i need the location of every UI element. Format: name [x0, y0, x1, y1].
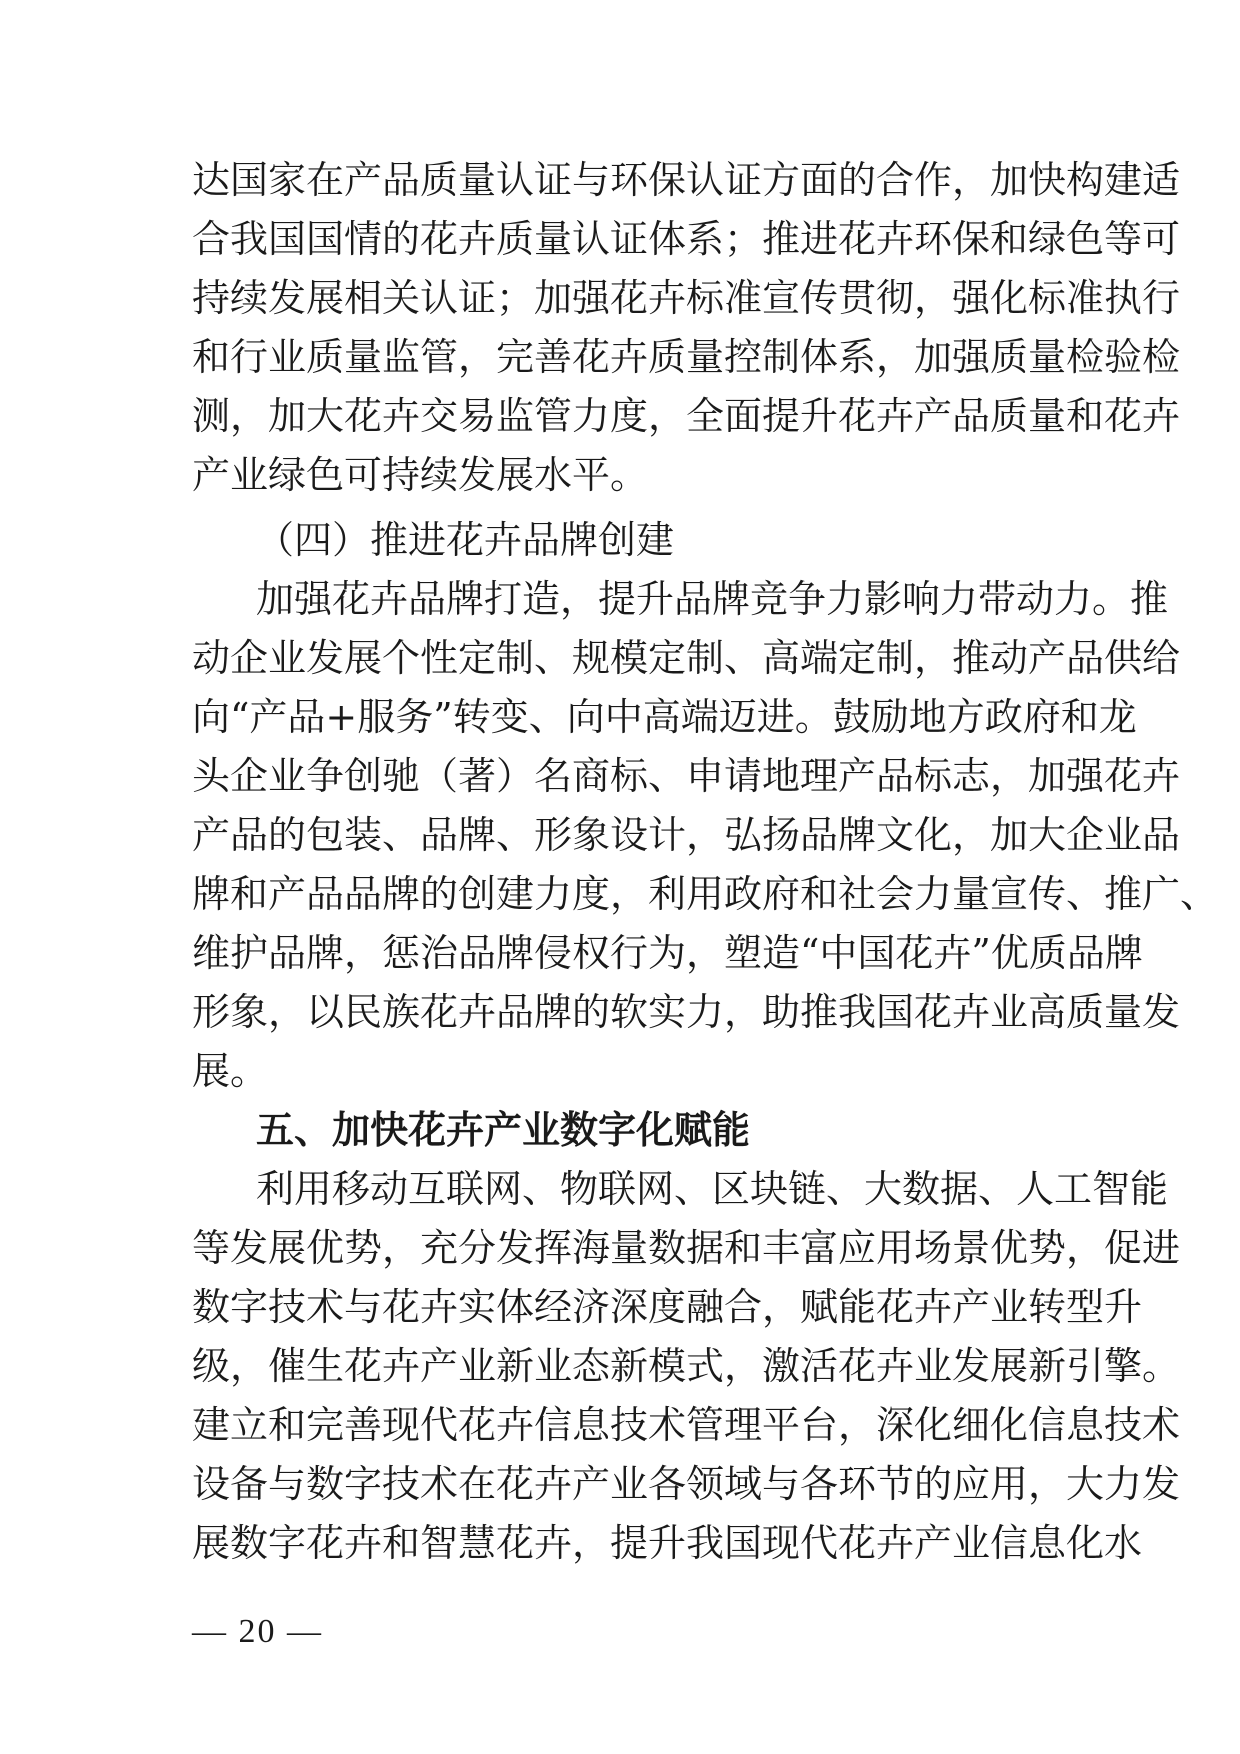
paragraph-line: 设备与数字技术在花卉产业各领域与各环节的应用，大力发: [192, 1462, 1181, 1506]
paragraph-line: 测，加大花卉交易监管力度，全面提升花卉产品质量和花卉: [192, 394, 1181, 438]
paragraph-line: 产业绿色可持续发展水平。: [192, 453, 649, 497]
paragraph-line: 达国家在产品质量认证与环保认证方面的合作，加快构建适: [192, 158, 1181, 202]
paragraph-line: 持续发展相关认证；加强花卉标准宣传贯彻，强化标准执行: [192, 276, 1181, 320]
page-number: — 20 —: [192, 1613, 323, 1650]
paragraph-line: 展。: [192, 1049, 269, 1093]
paragraph-brand-building: [192, 570, 1219, 1101]
paragraph-line: 等发展优势，充分发挥海量数据和丰富应用场景优势，促进: [192, 1226, 1181, 1270]
paragraph-line: 和行业质量监管，完善花卉质量控制体系，加强质量检验检: [192, 335, 1181, 379]
section-heading: 五、加快花卉产业数字化赋能: [256, 1108, 751, 1152]
paragraph-line: 级，催生花卉产业新业态新模式，激活花卉业发展新引擎。: [192, 1344, 1181, 1388]
paragraph-quality-certification: [192, 151, 1181, 505]
paragraph-line: 数字技术与花卉实体经济深度融合，赋能花卉产业转型升: [192, 1285, 1143, 1329]
paragraph-line: 形象，以民族花卉品牌的软实力，助推我国花卉业高质量发: [192, 990, 1181, 1034]
section-subheading: （四）推进花卉品牌创建: [256, 518, 675, 562]
paragraph-line: 展数字花卉和智慧花卉，提升我国现代花卉产业信息化水: [192, 1521, 1143, 1565]
paragraph-line: 加强花卉品牌打造，提升品牌竞争力影响力带动力。推: [256, 577, 1169, 621]
paragraph-line: 向“产品+服务”转变、向中高端迈进。鼓励地方政府和龙: [192, 695, 1137, 739]
paragraph-line: 头企业争创驰（著）名商标、申请地理产品标志，加强花卉: [192, 754, 1181, 798]
paragraph-line: 牌和产品品牌的创建力度，利用政府和社会力量宣传、推广、: [192, 872, 1219, 916]
paragraph-line: 动企业发展个性定制、规模定制、高端定制，推动产品供给: [192, 636, 1181, 680]
paragraph-line: 合我国国情的花卉质量认证体系；推进花卉环保和绿色等可: [192, 217, 1181, 261]
paragraph-line: 产品的包装、品牌、形象设计，弘扬品牌文化，加大企业品: [192, 813, 1181, 857]
paragraph-line: 维护品牌，惩治品牌侵权行为，塑造“中国花卉”优质品牌: [192, 931, 1143, 975]
paragraph-line: 利用移动互联网、物联网、区块链、大数据、人工智能: [256, 1167, 1169, 1211]
paragraph-line: 建立和完善现代花卉信息技术管理平台，深化细化信息技术: [192, 1403, 1181, 1447]
paragraph-digital-empowerment: [192, 1160, 1181, 1573]
